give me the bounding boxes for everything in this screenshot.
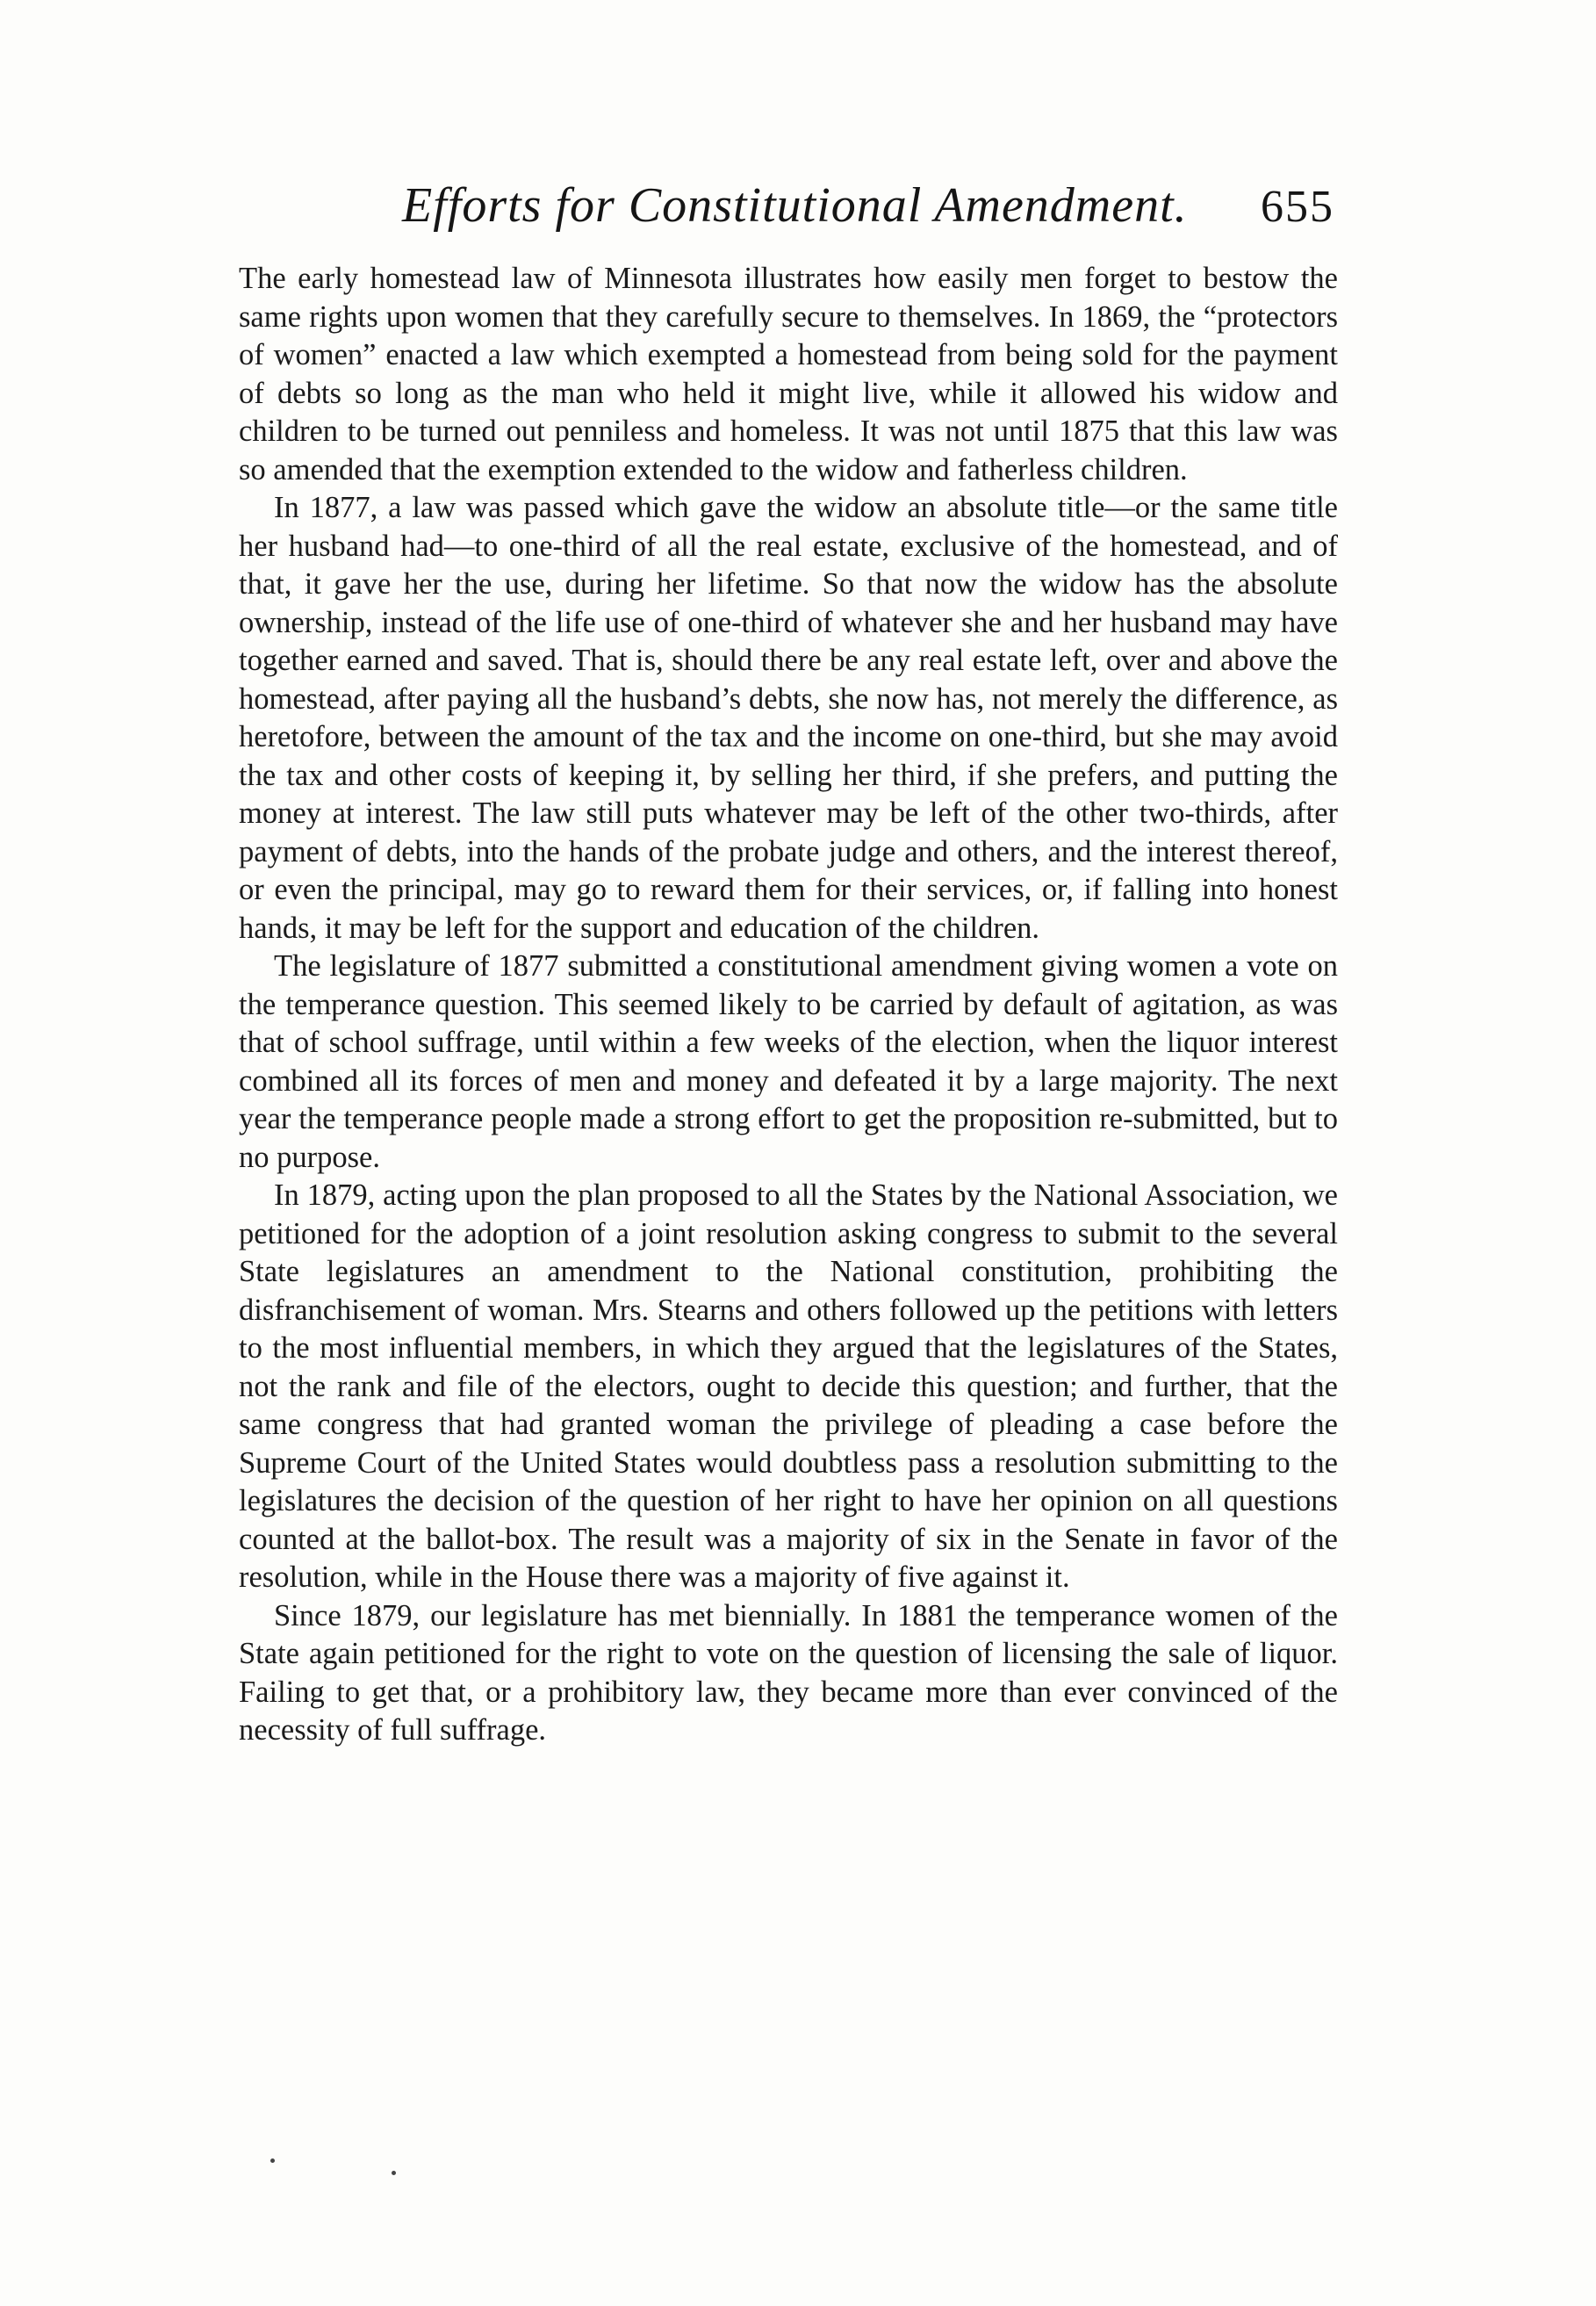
paragraph-biennial-legislature: Since 1879, our legislature has met biennially. In 1881 the temperance women of the State again petitioned for the right to vote on the question of licensing the sale of liquor. Failing to get that, or a prohibitory law, they became more than ever convinced of the necessity of full suffrage. [239, 1598, 1338, 1747]
running-title: Efforts for Constitutional Amendment. [402, 178, 1188, 233]
paragraph-temperance-amendment: The legislature of 1877 submitted a constitutional amendment giving women a vote on the temperance question. This seemed likely to be carried by default of agitation, as was that of school suffrage, until within a few weeks of the election, when the liquor interest combined all its forces of men and money and defeated it by a large majority. The next year the temperance people made a strong effort to get the proposition re-submitted, but to no purpose. [239, 949, 1338, 1174]
paragraph-national-petition: In 1879, acting upon the plan proposed to all the States by the National Association, we petitioned for the adoption of a joint resolution asking congress to submit to the several State legislatures an amendment to the National constitution, prohibiting the disfranchisement of woman. Mrs. Stearns and others followed up the petitions with letters to the most influential members, in which they argued that the legislatures of the States, not the rank and file of the electors, ought to decide this question; and further, that the same congress that had granted woman the privilege of pleading a case before the Supreme Court of the United States would doubtless pass a resolution submitting to the legislatures the decision of the question of her right to have her opinion on all questions counted at the ballot-box. The result was a majority of six in the Senate in favor of the resolution, while in the House there was a majority of five against it. [239, 1178, 1338, 1594]
page-number: 655 [1261, 182, 1334, 232]
paragraph-homestead-law: The early homestead law of Minnesota illustrates how easily men forget to bestow the same rights upon women that they carefully secure to themselves. In 1869, the “protectors of women” enacted a law which exempted a homestead from being sold for the payment of debts so long as the man who held it might live, while it allowed his widow and children to be turned out penniless and homeless. It was not until 1875 that this law was so amended that the exemption extended to the widow and fatherless children. [239, 262, 1338, 486]
ink-speck [392, 2171, 396, 2175]
ink-speck [270, 2158, 275, 2163]
paragraph-widow-title-law: In 1877, a law was passed which gave the widow an absolute title—or the same title her husband had—to one-third of all the real estate, exclusive of the homestead, and of that, it gave her the use, during her lifetime. So that now the widow has the absolute ownership, instead of the life use of one-third of whatever she and her husband may have together earned and saved. That is, should there be any real estate left, over and above the homestead, after paying all the husband’s debts, she now has, not merely the difference, as heretofore, between the amount of the tax and the income on one-third, but she may avoid the tax and other costs of keeping it, by selling her third, if she prefers, and putting the money at interest. The law still puts whatever may be left of the other two-thirds, after payment of debts, into the hands of the probate judge and others, and the interest thereof, or even the principal, may go to reward them for their services, or, if falling into honest hands, it may be left for the support and education of the children. [239, 491, 1338, 945]
body-text [239, 260, 1338, 1750]
running-head [239, 172, 1334, 242]
